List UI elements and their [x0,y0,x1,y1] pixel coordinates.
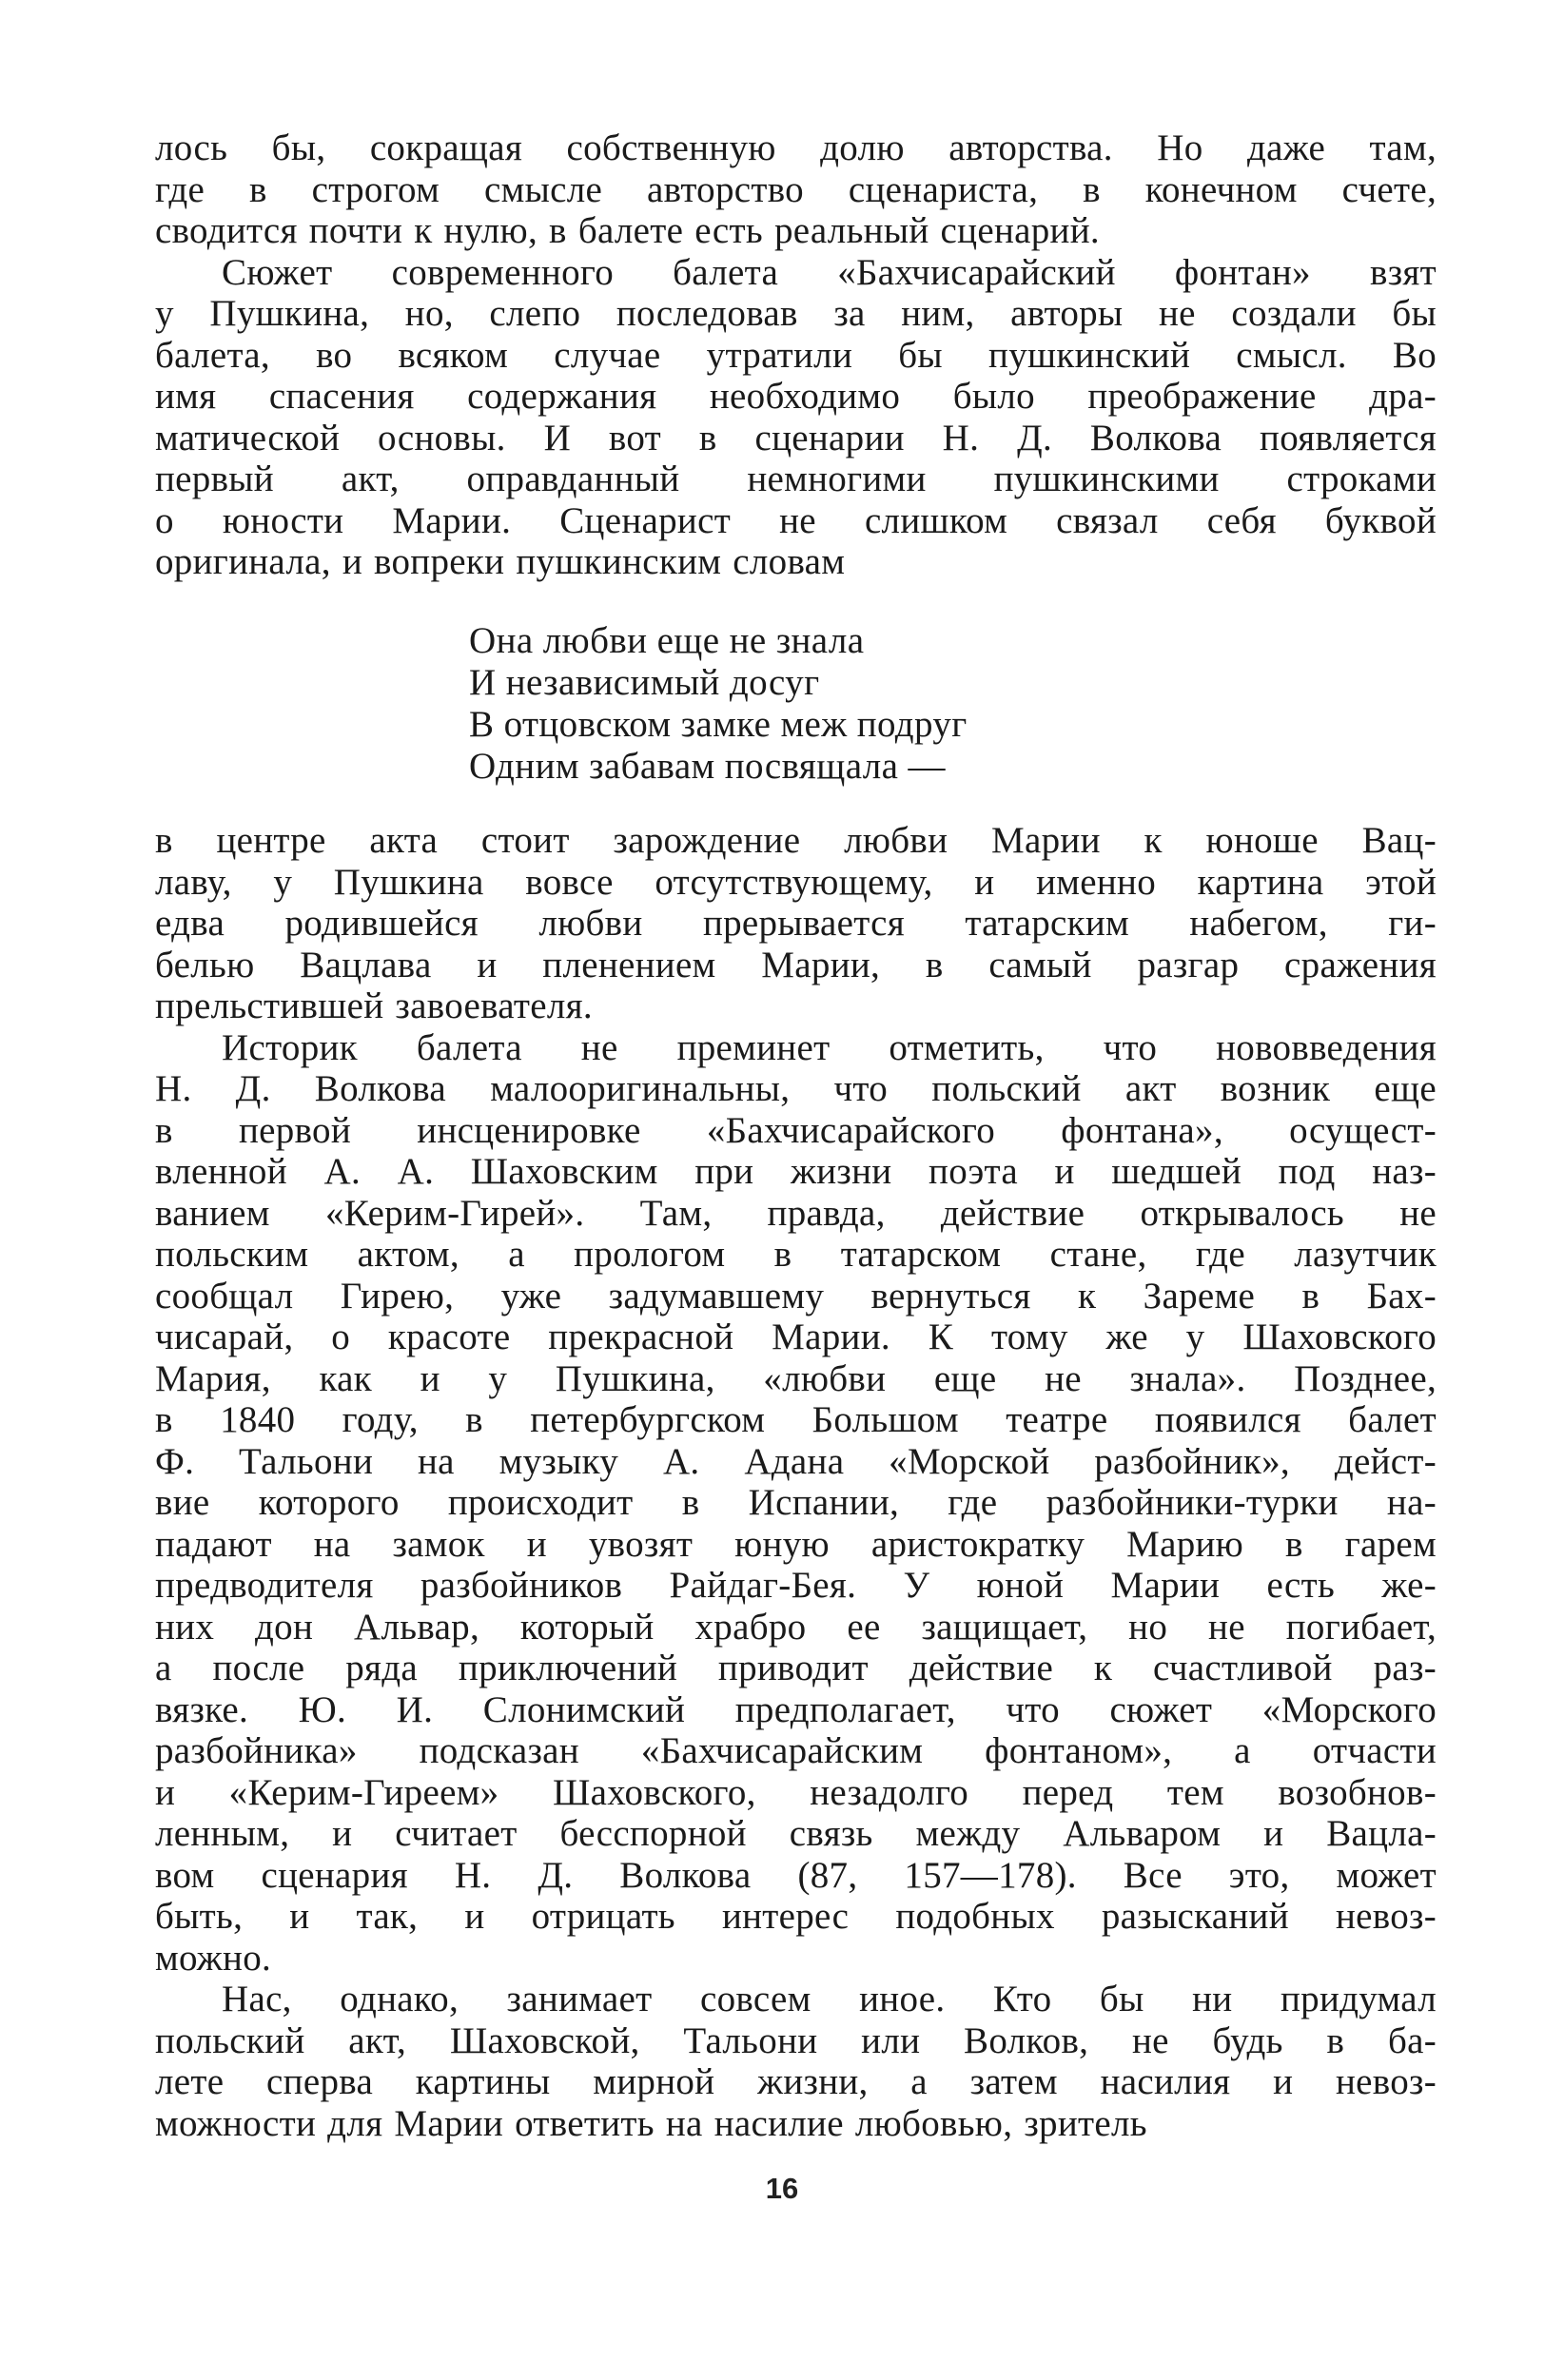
paragraph [155,1979,1437,2144]
verse-quotation [469,620,968,788]
text-line: едва родившейся любви прерывается татарским набегом, ги- [155,903,1437,944]
text-line: быть, и так, и отрицать интерес подобных разысканий невоз- [155,1896,1437,1937]
text-line: вом сценария Н. Д. Волкова (87, 157—178). Все это, может [155,1854,1437,1896]
paragraph [155,820,1437,1027]
text-line: балета, во всяком случае утратили бы пушкинский смысл. Во [155,334,1437,376]
verse-line: И независимый досуг [469,662,820,703]
verse-line: Одним забавам посвящала — [469,746,946,787]
text-line: вязке. Ю. И. Слонимский предполагает, что сюжет «Морского [155,1688,1437,1730]
text-line: Нас, однако, занимает совсем иное. Кто бы ни придумал [222,1979,1437,2019]
text-line: польский акт, Шаховской, Тальони или Волков, не будь в ба- [155,2019,1437,2061]
text-line: падают на замок и увозят юную аристократку Марию в гарем [155,1523,1437,1565]
text-line: первый акт, оправданный немногими пушкинскими строками [155,458,1437,499]
text-line: прельстившей завоевателя. [155,985,593,1026]
text-line: вие которого происходит в Испании, где разбойники-турки на- [155,1482,1437,1523]
paragraph [155,252,1437,583]
text-line: Сюжет современного балета «Бахчисарайский фонтан» взят [222,251,1437,293]
text-line: матической основы. И вот в сценарии Н. Д. Волкова появляется [155,417,1437,458]
text-block-bottom [155,820,1437,2144]
text-line: Ф. Тальони на музыку А. Адана «Морской разбойник», дейст- [155,1440,1437,1482]
text-line: в первой инсценировке «Бахчисарайского фонтана», осущест- [155,1109,1437,1151]
text-line: польским актом, а прологом в татарском стане, где лазутчик [155,1234,1437,1275]
text-line: оригинала, и вопреки пушкинским словам [155,541,846,582]
text-line: ленным, и считает бесспорной связь между Альваром и Вацла- [155,1813,1437,1854]
text-line: вленной А. А. Шаховским при жизни поэта и шедшей под наз- [155,1151,1437,1192]
paragraph [155,127,1437,252]
text-line: лаву, у Пушкина вовсе отсутствующему, и именно картина этой [155,861,1437,903]
verse-line: В отцовском замке меж подруг [469,704,968,745]
text-line: о юности Марии. Сценарист не слишком связал себя буквой [155,499,1437,541]
text-line: Мария, как и у Пушкина, «любви еще не знала». Позднее, [155,1357,1437,1399]
text-line: предводителя разбойников Райдаг-Бея. У юной Марии есть же- [155,1565,1437,1606]
text-line: можно. [155,1937,272,1979]
text-line: белью Вацлава и пленением Марии, в самый разгар сражения [155,944,1437,985]
verse-line: Она любви еще не знала [469,620,865,661]
text-line: лось бы, сокращая собственную долю авторства. Но даже там, [155,127,1437,168]
text-line: них дон Альвар, который храбро ее защищает, но не погибает, [155,1606,1437,1648]
text-line: Н. Д. Волкова малооригинальны, что польский акт возник еще [155,1068,1437,1109]
text-line: чисарай, о красоте прекрасной Марии. К тому же у Шаховского [155,1317,1437,1357]
text-line: можности для Марии ответить на насилие любовью, зритель [155,2102,1147,2144]
text-line: Историк балета не преминет отметить, что нововведения [222,1026,1437,1068]
text-block-top [155,127,1437,583]
text-line: сообщал Гирею, уже задумавшему вернуться к Зареме в Бах- [155,1275,1437,1317]
text-line: в центре акта стоит зарождение любви Марии к юноше Вац- [155,820,1437,861]
text-line: у Пушкина, но, слепо последовав за ним, авторы не создали бы [155,293,1437,334]
paragraph [155,1027,1437,1980]
text-line: в 1840 году, в петербургском Большом театре появился балет [155,1399,1437,1440]
text-line: лете сперва картины мирной жизни, а затем насилия и невоз- [155,2061,1437,2102]
text-line: и «Керим-Гиреем» Шаховского, незадолго перед тем возобнов- [155,1771,1437,1813]
text-line: сводится почти к нулю, в балете есть реальный сценарий. [155,210,1100,251]
text-line: имя спасения содержания необходимо было преображение дра- [155,376,1437,417]
text-line: а после ряда приключений приводит действие к счастливой раз- [155,1648,1437,1688]
text-line: ванием «Керим-Гирей». Там, правда, действие открывалось не [155,1192,1437,1234]
page-number: 16 [765,2172,799,2205]
text-line: разбойника» подсказан «Бахчисарайским фонтаном», а отчасти [155,1730,1437,1771]
text-line: где в строгом смысле авторство сценариста, в конечном счете, [155,168,1437,210]
